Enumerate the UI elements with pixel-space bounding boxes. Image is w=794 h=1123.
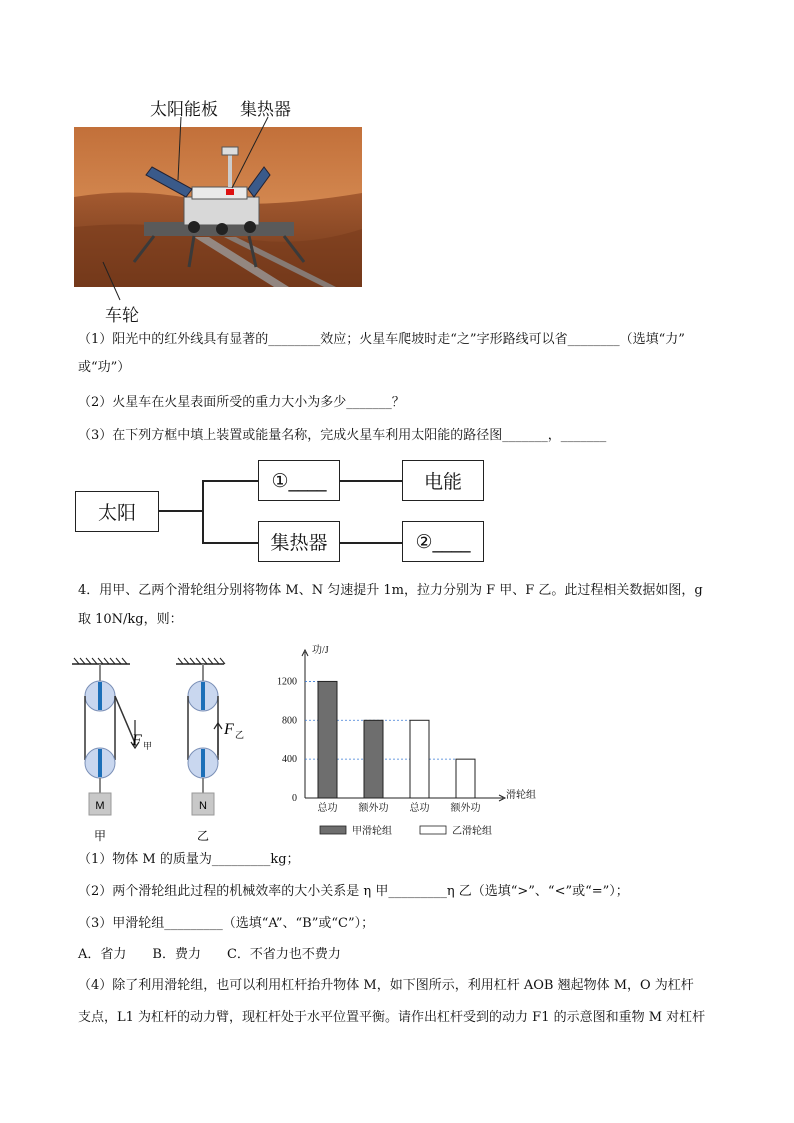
block-n-label: N xyxy=(199,800,207,812)
chart-bar xyxy=(410,720,429,798)
chart-y-tick-label: 800 xyxy=(282,715,297,727)
q4-part4-line1: （4）除了利用滑轮组，也可以利用杠杆抬升物体 M，如下图所示，利用杠杆 AOB 翘起物体 M，O 为杠杆 xyxy=(78,978,694,993)
chart-x-tick-label: 额外功 xyxy=(358,803,389,814)
chart-x-ticks xyxy=(318,801,481,814)
block-m-label: M xyxy=(95,800,105,812)
label-wheel: 车轮 xyxy=(105,306,139,326)
flow-connector xyxy=(159,510,203,512)
caption-yi: 乙 xyxy=(196,829,210,843)
chart-ylabel: 功/J xyxy=(312,645,329,656)
label-heat-collector: 集热器 xyxy=(240,100,291,120)
chart-bar xyxy=(364,720,383,798)
chart-legend-swatch xyxy=(320,826,346,834)
chart-legend-label: 甲滑轮组 xyxy=(352,826,392,837)
flow-connector xyxy=(202,542,259,544)
chart-xlabel: 滑轮组 xyxy=(506,790,536,801)
q4-part1: （1）物体 M 的质量为_________kg； xyxy=(78,852,300,867)
ceiling-hatch-jia xyxy=(72,658,130,664)
q3-part1-line1: （1）阳光中的红外线具有显著的________效应；火星车爬坡时走“之”字形路线可以省________（选填“力” xyxy=(78,332,685,347)
chart-y-ticks xyxy=(277,676,297,804)
q4-part3: （3）甲滑轮组_________（选填“A”、“B”或“C”）； xyxy=(78,916,375,931)
flow-connector xyxy=(340,480,404,482)
q3-part3: （3）在下列方框中填上装置或能量名称，完成火星车利用太阳能的路径图_______，_______ xyxy=(78,428,607,443)
flow-box-electric-energy: 电能 xyxy=(402,460,484,501)
q3-part1-line2: 或“功”） xyxy=(78,360,131,375)
chart-x-tick-label: 总功 xyxy=(409,803,430,814)
ceiling-hatch-yi xyxy=(176,658,225,664)
force-subscript-yi: 乙 xyxy=(235,730,245,740)
q4-options: A．省力 B．费力 C．不省力也不费力 xyxy=(78,947,341,962)
flow-box-sun: 太阳 xyxy=(75,491,159,532)
pulley-diagrams xyxy=(60,650,260,850)
flow-connector xyxy=(202,480,204,543)
flow-box-blank-1: ①____ xyxy=(258,460,340,501)
flow-connector xyxy=(340,542,404,544)
chart-legend-swatch xyxy=(420,826,446,834)
label-solar-panel: 太阳能板 xyxy=(150,100,218,120)
chart-bar xyxy=(456,759,475,798)
chart-bar xyxy=(318,681,337,798)
force-label-yi: F xyxy=(224,721,234,738)
caption-jia: 甲 xyxy=(93,829,107,843)
q4-part2: （2）两个滑轮组此过程的机械效率的大小关系是 η 甲_________η 乙（选填“>”、“<”或“=”）； xyxy=(78,884,629,899)
chart-x-tick-label: 总功 xyxy=(317,803,338,814)
chart-y-tick-label: 0 xyxy=(292,793,297,804)
force-label-jia: F xyxy=(132,732,142,749)
q3-part2: （2）火星车在火星表面所受的重力大小为多少_______？ xyxy=(78,395,405,410)
flow-box-blank-2: ②____ xyxy=(402,521,484,562)
chart-legend xyxy=(320,824,492,837)
force-subscript-jia: 甲 xyxy=(143,741,153,751)
chart-y-tick-label: 400 xyxy=(282,754,297,766)
q4-intro-line2: 取 10N/kg，则： xyxy=(78,612,183,627)
q4-part4-line2: 支点，L1 为杠杆的动力臂，现杠杆处于水平位置平衡。请作出杠杆受到的动力 F1 的示意图和重物 M 对杠杆 xyxy=(78,1010,706,1025)
flow-connector xyxy=(202,480,259,482)
label-leader-lines xyxy=(0,0,794,330)
work-bar-chart xyxy=(265,640,555,840)
flow-box-heat-collector: 集热器 xyxy=(258,521,340,562)
chart-x-tick-label: 额外功 xyxy=(450,803,481,814)
chart-y-tick-label: 1200 xyxy=(277,676,297,688)
chart-bars xyxy=(318,681,475,798)
chart-legend-label: 乙滑轮组 xyxy=(452,826,492,837)
q4-intro-line1: 4．用甲、乙两个滑轮组分别将物体 M、N 匀速提升 1m，拉力分别为 F 甲、F 乙。此过程相关数据如图，g xyxy=(78,583,703,598)
